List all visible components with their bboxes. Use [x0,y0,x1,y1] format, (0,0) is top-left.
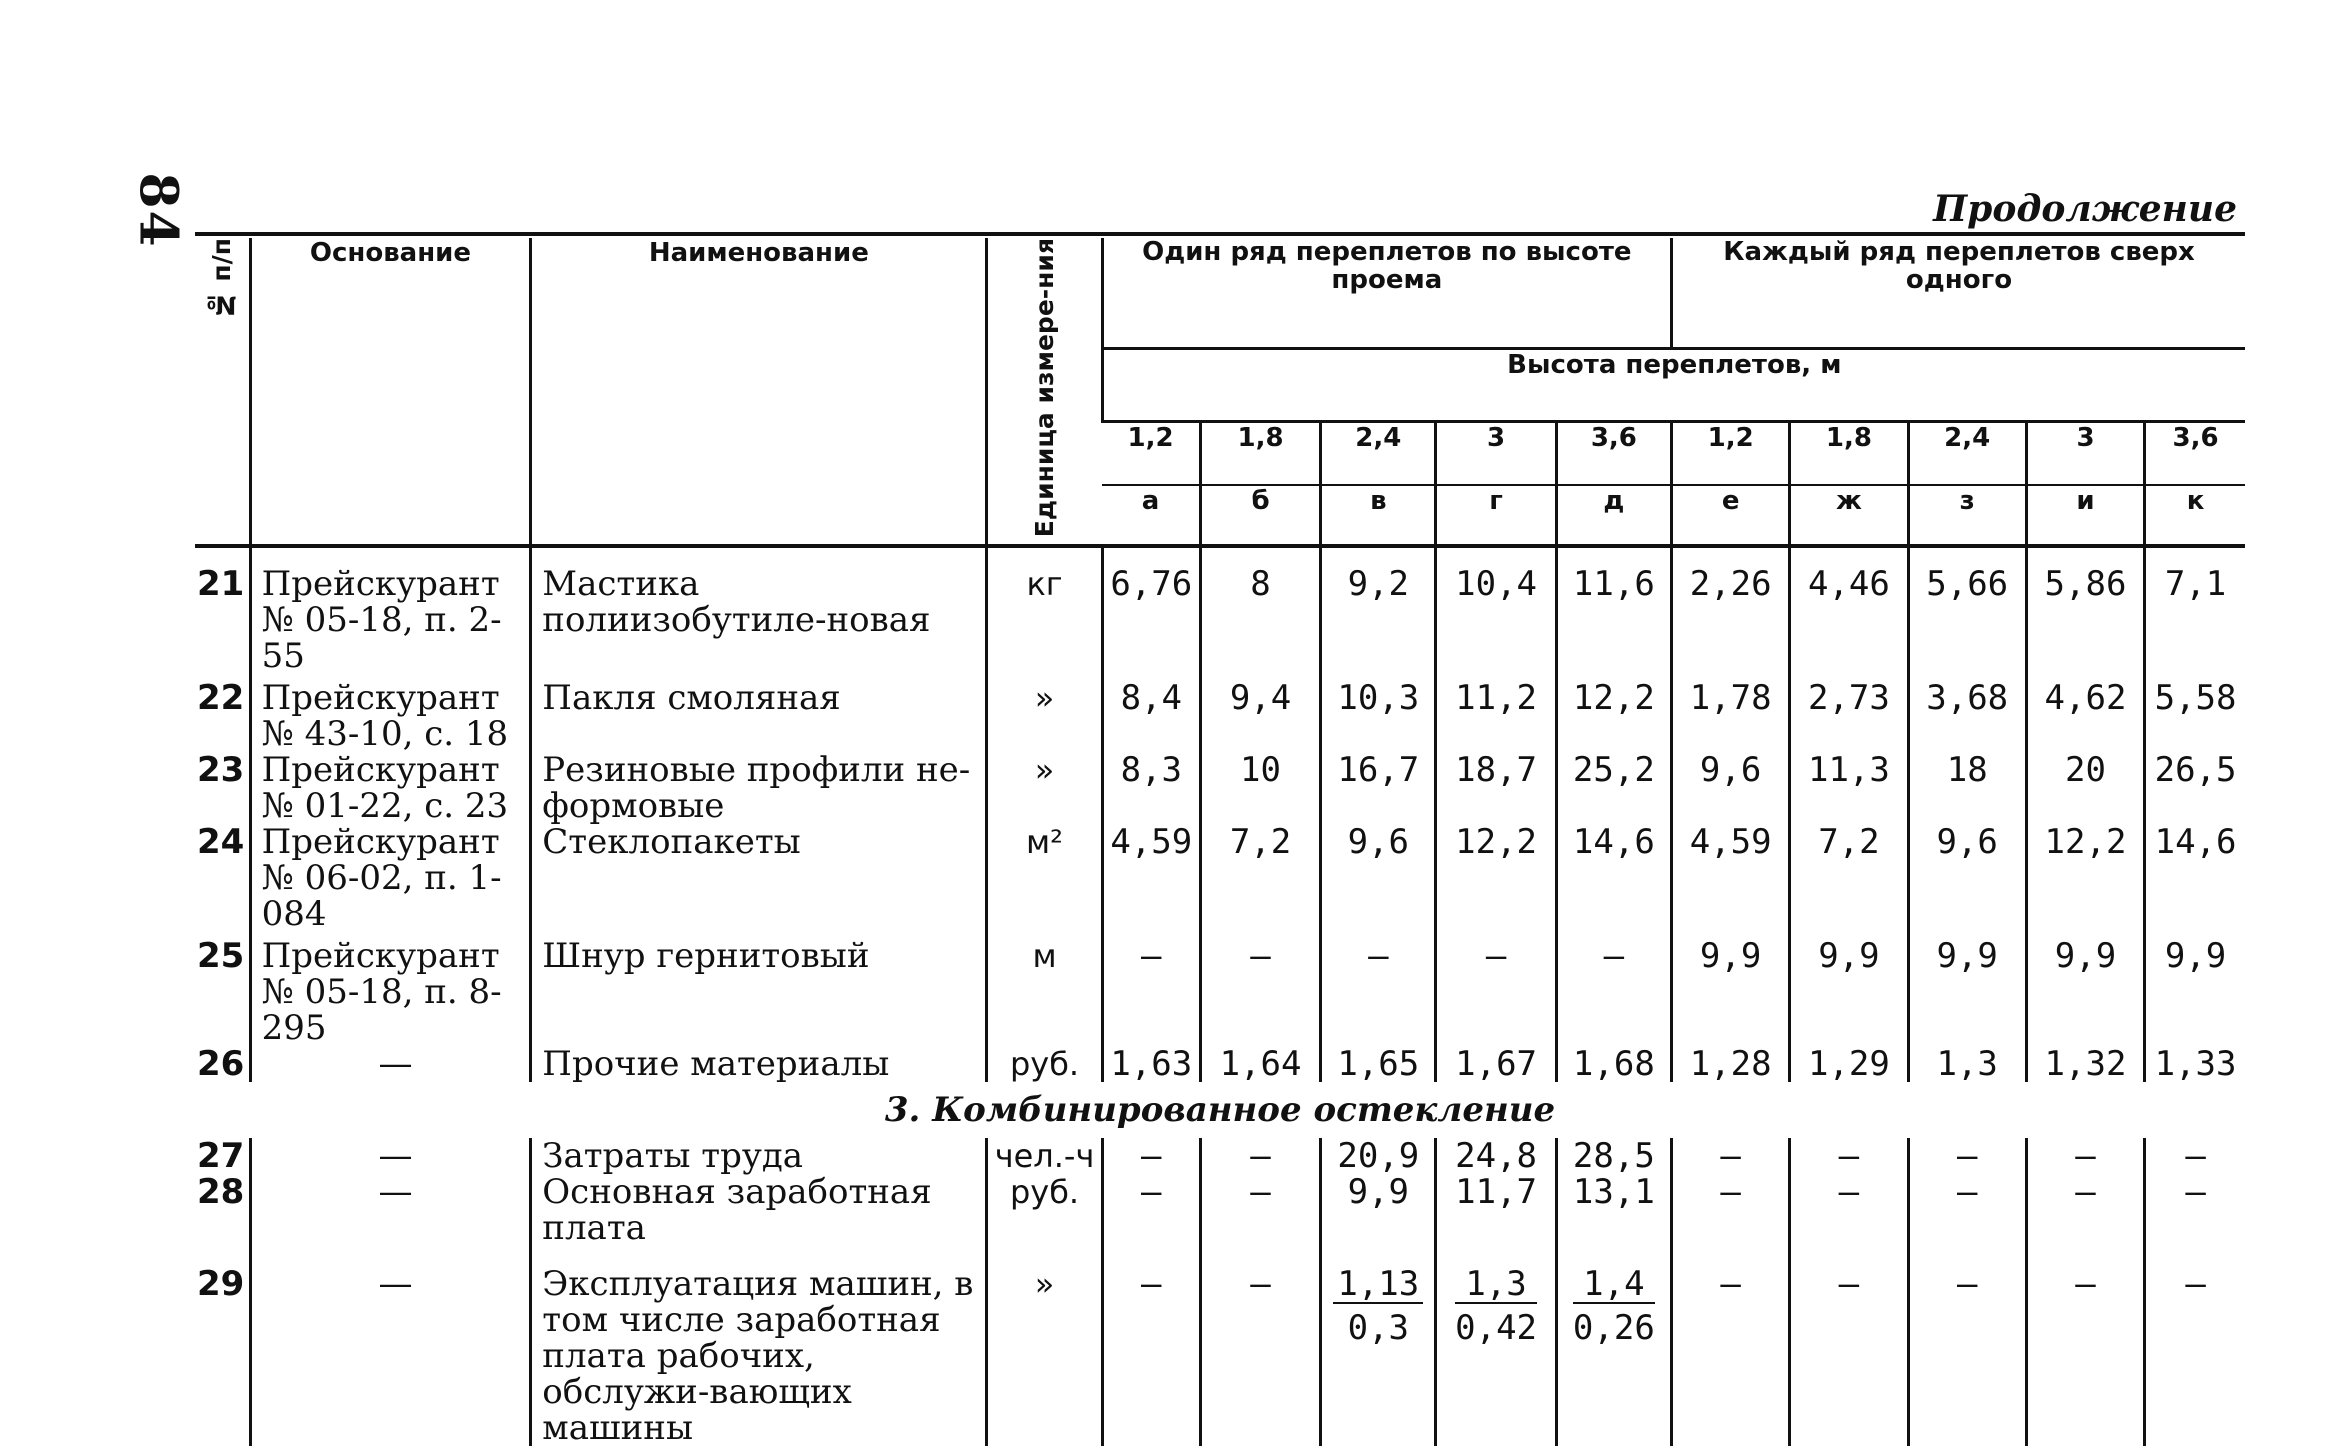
fraction-top: 1,13 [1333,1266,1423,1304]
value-cell: 5,86 [2026,546,2144,680]
value-cell: 1,33 [2145,1046,2245,1082]
value-cell: 4,59 [1672,824,1790,938]
column-letter-header: а [1102,485,1200,546]
column-letter-header: е [1672,485,1790,546]
column-letter-header: з [1908,485,2026,546]
value-cell: 9,9 [1790,938,1908,1046]
value-cell: 10 [1200,752,1320,824]
value-cell: — [1908,1174,2026,1246]
name-cell: Прочие материалы [531,1046,987,1082]
top-rule [195,232,2245,236]
value-cell: — [2145,1138,2245,1174]
fraction-value [1455,1264,1538,1349]
height-value-header: 2,4 [1908,422,2026,485]
value-cell: 14,6 [2145,824,2245,938]
value-cell: 28,5 [1556,1138,1671,1174]
value-cell: — [1790,1138,1908,1174]
name-cell: Шнур гернитовый [531,938,987,1046]
basis-cell: Прейскурант № 01-22, с. 23 [250,752,531,824]
unit-cell: руб. [987,1174,1102,1246]
value-cell: 14,6 [1556,824,1671,938]
table-row [195,1046,2245,1082]
name-cell: Основная заработная плата [531,1174,987,1246]
group-one-row-header: Один ряд переплетов по высоте проема [1102,238,1671,349]
unit-cell: руб. [987,1046,1102,1082]
value-cell: 12,2 [1436,824,1556,938]
value-cell: 24,8 [1436,1138,1556,1174]
value-cell: 20 [2026,752,2144,824]
value-cell: 16,7 [1321,752,1436,824]
value-cell: 1,65 [1321,1046,1436,1082]
unit-cell: кг [987,546,1102,680]
value-cell: 9,2 [1321,546,1436,680]
value-cell: 1,67 [1436,1046,1556,1082]
value-cell: — [2026,1138,2144,1174]
value-cell: 12,2 [2026,824,2144,938]
continued-label: Продолжение [1933,188,2237,230]
value-cell: 26,5 [2145,752,2245,824]
value-cell: 9,9 [1908,938,2026,1046]
row-number: 25 [197,936,245,977]
table-row [195,824,2245,938]
name-cell: Стеклопакеты [531,824,987,938]
value-cell: 7,1 [2145,546,2245,680]
name-cell: Пакля смоляная [531,680,987,752]
col-num-header: № п/п [195,238,250,546]
unit-cell: м² [987,824,1102,938]
height-value-header: 3 [1436,422,1556,485]
value-cell: 7,2 [1790,824,1908,938]
value-cell: 9,9 [2026,938,2144,1046]
value-cell: 18,7 [1436,752,1556,824]
table-row [195,1246,2245,1446]
group-each-row-header: Каждый ряд переплетов сверх одного [1672,238,2246,349]
row-number: 23 [197,750,245,791]
height-value-header: 1,8 [1790,422,1908,485]
value-cell: — [1908,1138,2026,1174]
value-cell: — [2026,1246,2144,1446]
value-cell: — [1200,938,1320,1046]
table-row [195,680,2245,752]
value-cell: 1,63 [1102,1046,1200,1082]
height-value-header: 3,6 [2145,422,2245,485]
table-row [195,1138,2245,1174]
height-value-header: 3 [2026,422,2144,485]
value-cell: 11,2 [1436,680,1556,752]
value-cell: — [1200,1174,1320,1246]
table-row [195,546,2245,680]
value-cell: 6,76 [1102,546,1200,680]
basis-cell: — [250,1246,531,1446]
row-number: 21 [197,564,245,605]
fraction-top: 1,4 [1573,1266,1655,1304]
basis-cell: — [250,1174,531,1246]
table-row [195,938,2245,1046]
value-cell: 1,78 [1672,680,1790,752]
value-cell [1436,1246,1556,1446]
height-header: Высота переплетов, м [1102,349,2245,422]
basis-cell: Прейскурант № 05-18, п. 8-295 [250,938,531,1046]
value-cell: 1,28 [1672,1046,1790,1082]
value-cell: — [1102,938,1200,1046]
value-cell: — [1672,1138,1790,1174]
value-cell: 9,6 [1908,824,2026,938]
fraction-value [1333,1264,1423,1349]
unit-cell: м [987,938,1102,1046]
value-cell: 3,68 [1908,680,2026,752]
value-cell: 2,26 [1672,546,1790,680]
table-row [195,752,2245,824]
value-cell: 1,3 [1908,1046,2026,1082]
unit-cell: » [987,680,1102,752]
row-number: 22 [197,678,245,719]
fraction-bottom: 0,26 [1572,1308,1655,1349]
value-cell: — [1556,938,1671,1046]
value-cell: — [1102,1138,1200,1174]
value-cell: 1,64 [1200,1046,1320,1082]
value-cell: — [1436,938,1556,1046]
row-number: 26 [197,1044,245,1085]
height-value-header: 3,6 [1556,422,1671,485]
value-cell: — [1908,1246,2026,1446]
basis-cell: Прейскурант № 06-02, п. 1-084 [250,824,531,938]
value-cell: 1,29 [1790,1046,1908,1082]
data-table [195,238,2245,1446]
fraction-bottom: 0,42 [1455,1308,1538,1349]
value-cell: 4,62 [2026,680,2144,752]
row-number: 24 [197,822,245,863]
value-cell: 5,66 [1908,546,2026,680]
value-cell: 10,4 [1436,546,1556,680]
value-cell: 11,3 [1790,752,1908,824]
basis-cell: Прейскурант № 05-18, п. 2-55 [250,546,531,680]
basis-cell: — [250,1046,531,1082]
value-cell: 13,1 [1556,1174,1671,1246]
value-cell: 11,6 [1556,546,1671,680]
column-letter-header: к [2145,485,2245,546]
basis-cell: Прейскурант № 43-10, с. 18 [250,680,531,752]
value-cell: 18 [1908,752,2026,824]
table-row [195,1174,2245,1246]
value-cell: 1,68 [1556,1046,1671,1082]
row-number: 27 [197,1136,245,1177]
value-cell: — [2145,1174,2245,1246]
column-letter-header: г [1436,485,1556,546]
value-cell: 9,9 [1321,1174,1436,1246]
value-cell: 8,3 [1102,752,1200,824]
column-letter-header: в [1321,485,1436,546]
unit-cell: » [987,752,1102,824]
value-cell: 9,9 [2145,938,2245,1046]
height-value-header: 2,4 [1321,422,1436,485]
value-cell: — [1790,1174,1908,1246]
value-cell: 9,6 [1672,752,1790,824]
height-value-header: 1,8 [1200,422,1320,485]
col-name-header: Наименование [531,238,987,546]
value-cell: — [1102,1174,1200,1246]
value-cell: 1,32 [2026,1046,2144,1082]
col-unit-header: Единица измере-ния [987,238,1102,546]
value-cell [1321,1246,1436,1446]
value-cell [1556,1246,1671,1446]
value-cell: 9,4 [1200,680,1320,752]
column-letter-header: д [1556,485,1671,546]
value-cell: 9,6 [1321,824,1436,938]
basis-cell: — [250,1138,531,1174]
height-value-header: 1,2 [1102,422,1200,485]
height-value-header: 1,2 [1672,422,1790,485]
unit-cell: чел.-ч [987,1138,1102,1174]
name-cell: Затраты труда [531,1138,987,1174]
name-cell: Резиновые профили не-формовые [531,752,987,824]
value-cell: 7,2 [1200,824,1320,938]
value-cell: 8,4 [1102,680,1200,752]
row-number: 29 [197,1264,245,1305]
value-cell: — [1672,1174,1790,1246]
value-cell: 4,46 [1790,546,1908,680]
value-cell: — [1790,1246,1908,1446]
name-cell: Мастика полиизобутиле-новая [531,546,987,680]
value-cell: 20,9 [1321,1138,1436,1174]
value-cell: 25,2 [1556,752,1671,824]
value-cell: — [1102,1246,1200,1446]
name-cell: Эксплуатация машин, в том числе заработная плата рабочих, обслужи-вающих машины [531,1246,987,1446]
value-cell: 4,59 [1102,824,1200,938]
column-letter-header: и [2026,485,2144,546]
fraction-bottom: 0,3 [1347,1308,1410,1349]
fraction-value [1572,1264,1655,1349]
unit-cell: » [987,1246,1102,1446]
value-cell: — [1321,938,1436,1046]
value-cell: 12,2 [1556,680,1671,752]
value-cell: — [2145,1246,2245,1446]
col-basis-header: Основание [250,238,531,546]
row-number: 28 [197,1172,245,1213]
value-cell: 11,7 [1436,1174,1556,1246]
fraction-top: 1,3 [1455,1266,1537,1304]
value-cell: — [1200,1138,1320,1174]
value-cell: 2,73 [1790,680,1908,752]
value-cell: 8 [1200,546,1320,680]
value-cell: 10,3 [1321,680,1436,752]
value-cell: 5,58 [2145,680,2245,752]
value-cell: — [1672,1246,1790,1446]
section-title: 3. Комбинированное остекление [884,1090,1556,1131]
column-letter-header: б [1200,485,1320,546]
value-cell: — [1200,1246,1320,1446]
value-cell: 9,9 [1672,938,1790,1046]
page-number: 84 [127,172,189,249]
column-letter-header: ж [1790,485,1908,546]
value-cell: — [2026,1174,2144,1246]
